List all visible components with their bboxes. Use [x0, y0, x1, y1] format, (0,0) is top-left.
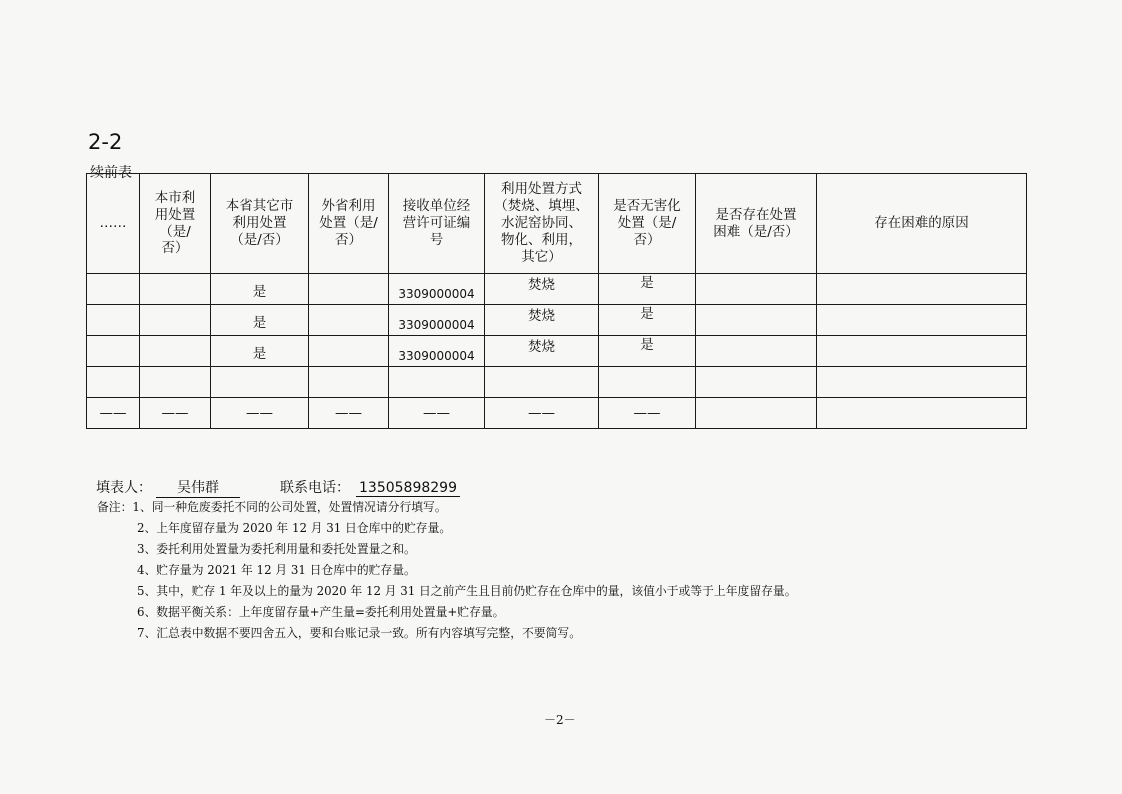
- cell-value: 是: [252, 314, 267, 331]
- cell-harmless: [599, 305, 696, 336]
- cell: [485, 367, 599, 398]
- cell-license: [389, 305, 485, 336]
- cell-harmless: [599, 274, 696, 305]
- dash-row: [87, 398, 1027, 429]
- disposal-table: [86, 173, 1027, 429]
- filler-label: 填表人：: [96, 480, 152, 496]
- cell: [211, 367, 309, 398]
- dash-cell: ——: [309, 398, 389, 429]
- table-row: [87, 274, 1027, 305]
- note-item: 6、数据平衡关系：上年度留存量+产生量=委托利用处置量+贮存量。: [137, 605, 505, 619]
- dash-cell: [817, 398, 1027, 429]
- dash-cell: ——: [389, 398, 485, 429]
- dash-cell: ——: [140, 398, 211, 429]
- cell: [817, 274, 1027, 305]
- note-item: 5、其中，贮存 1 年及以上的量为 2020 年 12 月 31 日之前产生且目前仍贮存在仓库中的量，该值小于或等于上年度留存量。: [137, 584, 797, 598]
- cell: [599, 367, 696, 398]
- header-harmless: 是否无害化 处置（是/ 否）: [599, 174, 696, 274]
- header-outside-province-disposal: 外省利用 处置（是/ 否）: [309, 174, 389, 274]
- phone-label: 联系电话：: [280, 480, 350, 496]
- cell: [140, 336, 211, 367]
- cell: [389, 367, 485, 398]
- cell: [309, 274, 389, 305]
- cell-method: [485, 336, 599, 367]
- cell-province: [211, 336, 309, 367]
- cell-value: 焚烧: [528, 276, 555, 293]
- cell-value: 3309000004: [398, 286, 475, 301]
- cell-value: 是: [640, 274, 654, 291]
- cell: [817, 367, 1027, 398]
- cell: [87, 336, 140, 367]
- note-item: 2、上年度留存量为 2020 年 12 月 31 日仓库中的贮存量。: [137, 521, 452, 535]
- cell-value: 焚烧: [528, 338, 555, 355]
- header-province-disposal: 本省其它市 利用处置 （是/否）: [211, 174, 309, 274]
- cell-province: [211, 274, 309, 305]
- cell-value: 是: [252, 283, 267, 300]
- cell-value: 是: [640, 305, 654, 322]
- header-difficulty-reason: 存在困难的原因: [817, 174, 1027, 274]
- cell: [309, 305, 389, 336]
- cell: [140, 274, 211, 305]
- continued-label: 续前表: [90, 165, 132, 181]
- cell: [817, 336, 1027, 367]
- cell-value: 是: [640, 336, 654, 353]
- dash-cell: [696, 398, 817, 429]
- dash-cell: ——: [211, 398, 309, 429]
- page-number: －2－: [544, 713, 576, 727]
- header-ellipsis: ……: [87, 174, 140, 274]
- cell: [696, 367, 817, 398]
- header-city-disposal: 本市利 用处置 （是/ 否）: [140, 174, 211, 274]
- note-item: 4、贮存量为 2021 年 12 月 31 日仓库中的贮存量。: [137, 563, 416, 577]
- dash-cell: ——: [87, 398, 140, 429]
- cell-harmless: [599, 336, 696, 367]
- header-row: [87, 174, 1027, 274]
- cell: [309, 336, 389, 367]
- cell: [87, 367, 140, 398]
- dash-cell: ——: [599, 398, 696, 429]
- cell: [140, 305, 211, 336]
- cell-license: [389, 274, 485, 305]
- note-item: [97, 497, 797, 518]
- filler-name: 吴伟群: [156, 477, 240, 498]
- cell: [696, 305, 817, 336]
- phone-value: 13505898299: [356, 480, 460, 497]
- notes-prefix: 备注：: [97, 500, 133, 514]
- cell-province: [211, 305, 309, 336]
- cell-value: 3309000004: [398, 348, 475, 363]
- cell: [87, 305, 140, 336]
- cell: [309, 367, 389, 398]
- cell-license: [389, 336, 485, 367]
- cell: [817, 305, 1027, 336]
- table-row: [87, 336, 1027, 367]
- cell: [87, 274, 140, 305]
- notes: [97, 497, 797, 644]
- header-disposal-method: 利用处置方式 （焚烧、填埋、 水泥窑协同、 物化、利用， 其它）: [485, 174, 599, 274]
- cell-value: 焚烧: [528, 307, 555, 324]
- header-license-number: 接收单位经 营许可证编 号: [389, 174, 485, 274]
- cell: [696, 274, 817, 305]
- note-item: 3、委托利用处置量为委托利用量和委托处置量之和。: [137, 542, 416, 556]
- cell-method: [485, 305, 599, 336]
- cell-method: [485, 274, 599, 305]
- table-row: [87, 367, 1027, 398]
- note-item: 7、汇总表中数据不要四舍五入，要和台账记录一致。所有内容填写完整，不要简写。: [137, 626, 581, 640]
- section-number: 2-2: [88, 130, 123, 154]
- cell-value: 3309000004: [398, 317, 475, 332]
- dash-cell: ——: [485, 398, 599, 429]
- filler-line: [96, 477, 460, 498]
- cell-value: 是: [252, 345, 267, 362]
- cell: [696, 336, 817, 367]
- header-difficulty: 是否存在处置 困难（是/否）: [696, 174, 817, 274]
- table-row: [87, 305, 1027, 336]
- note-text: 1、同一种危废委托不同的公司处置，处置情况请分行填写。: [132, 500, 447, 514]
- cell: [140, 367, 211, 398]
